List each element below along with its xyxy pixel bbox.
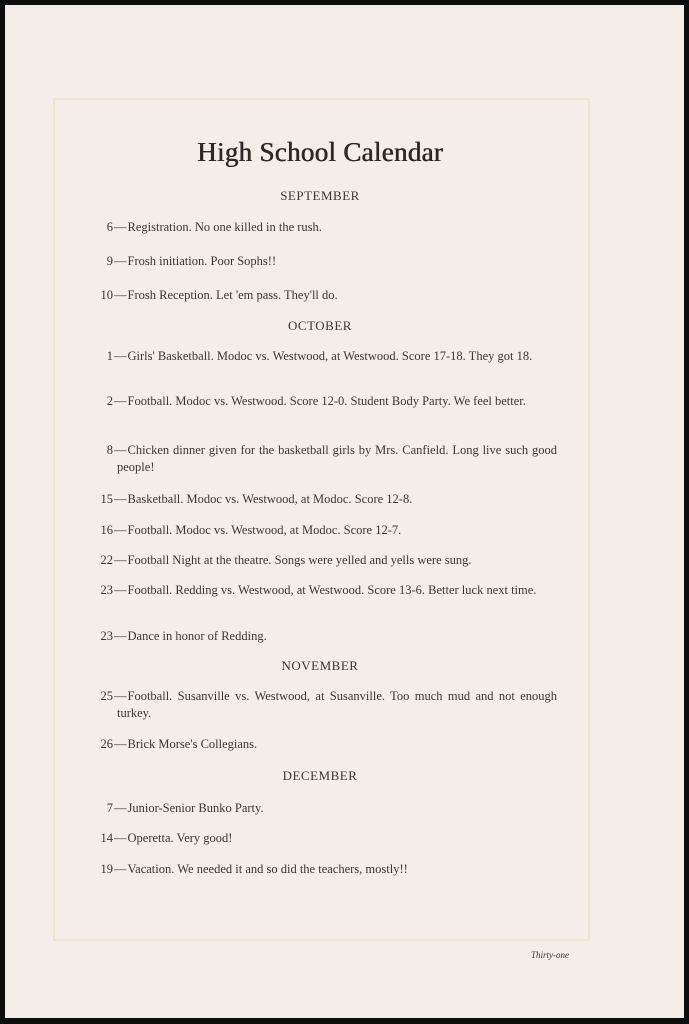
entry-text: Football Night at the theatre. Songs were yelled and yells were sung. (127, 553, 472, 567)
entry-day: 15 (100, 492, 113, 506)
entry-text: Junior-Senior Bunko Party. (127, 801, 264, 815)
entry-text: Basketball. Modoc vs. Westwood, at Modoc. Score 12-8. (127, 492, 413, 506)
calendar-entry: 19—Vacation. We needed it and so did the teachers, mostly!! (81, 861, 557, 878)
entry-text: Frosh Reception. Let 'em pass. They'll do. (127, 288, 338, 302)
entry-day: 2 (106, 394, 113, 408)
calendar-entry: 2—Football. Modoc vs. Westwood. Score 12-0. Student Body Party. We feel better. (81, 393, 557, 410)
calendar-entry: 10—Frosh Reception. Let 'em pass. They'll do. (81, 287, 557, 304)
entry-day: 1 (106, 349, 113, 363)
entry-text: Football. Redding vs. Westwood, at Westwood. Score 13-6. Better luck next time. (127, 583, 537, 597)
page-title: High School Calendar (197, 137, 443, 167)
entry-day: 22 (100, 553, 113, 567)
entry-text: Dance in honor of Redding. (127, 629, 267, 643)
entry-day: 16 (100, 523, 113, 537)
entry-day: 6 (106, 220, 113, 234)
entry-text: Football. Modoc vs. Westwood, at Modoc. Score 12-7. (127, 523, 402, 537)
entry-text: Girls' Basketball. Modoc vs. Westwood, at Westwood. Score 17-18. They got 18. (127, 349, 533, 363)
calendar-entry: 15—Basketball. Modoc vs. Westwood, at Modoc. Score 12-8. (81, 491, 557, 508)
entry-text: Brick Morse's Collegians. (127, 737, 258, 751)
entry-day: 7 (106, 801, 113, 815)
entry-text: Frosh initiation. Poor Sophs!! (127, 254, 277, 268)
entry-day: 23 (100, 583, 113, 597)
entry-text: Vacation. We needed it and so did the teachers, mostly!! (127, 862, 408, 876)
calendar-entry: 1—Girls' Basketball. Modoc vs. Westwood, at Westwood. Score 17-18. They got 18. (81, 348, 557, 365)
entry-day: 8 (106, 443, 113, 457)
entry-day: 9 (106, 254, 113, 268)
month-heading-december: DECEMBER (282, 768, 358, 783)
entry-day: 14 (100, 831, 113, 845)
calendar-entry: 26—Brick Morse's Collegians. (81, 736, 557, 753)
calendar-entry: 7—Junior-Senior Bunko Party. (81, 800, 557, 817)
calendar-entry: 25—Football. Susanville vs. Westwood, at Susanville. Too much mud and not enough turkey. (81, 688, 557, 722)
month-heading-november: NOVEMBER (281, 658, 359, 673)
page (5, 5, 684, 1018)
entry-text: Chicken dinner given for the basketball girls by Mrs. Canfield. Long live such good people! (117, 443, 557, 474)
entry-day: 25 (100, 689, 113, 703)
calendar-entry: 9—Frosh initiation. Poor Sophs!! (81, 253, 557, 270)
page-number: Thirty-one (531, 950, 569, 960)
entry-text: Operetta. Very good! (127, 831, 233, 845)
entry-day: 26 (100, 737, 113, 751)
calendar-entry: 14—Operetta. Very good! (81, 830, 557, 847)
calendar-entry: 23—Dance in honor of Redding. (81, 628, 557, 645)
calendar-entry: 6—Registration. No one killed in the rush. (81, 219, 557, 236)
entry-text: Registration. No one killed in the rush. (127, 220, 322, 234)
month-heading-october: OCTOBER (288, 318, 352, 333)
entry-day: 10 (100, 288, 113, 302)
entry-day: 23 (100, 629, 113, 643)
calendar-entry: 16—Football. Modoc vs. Westwood, at Modoc. Score 12-7. (81, 522, 557, 539)
entry-text: Football. Susanville vs. Westwood, at Susanville. Too much mud and not enough turkey. (117, 689, 557, 720)
month-heading-september: SEPTEMBER (280, 188, 360, 203)
calendar-entry: 23—Football. Redding vs. Westwood, at Westwood. Score 13-6. Better luck next time. (81, 582, 557, 599)
entry-day: 19 (100, 862, 113, 876)
calendar-entry: 8—Chicken dinner given for the basketball girls by Mrs. Canfield. Long live such good people! (81, 442, 557, 476)
calendar-entry: 22—Football Night at the theatre. Songs were yelled and yells were sung. (81, 552, 557, 569)
entry-text: Football. Modoc vs. Westwood. Score 12-0. Student Body Party. We feel better. (127, 394, 526, 408)
